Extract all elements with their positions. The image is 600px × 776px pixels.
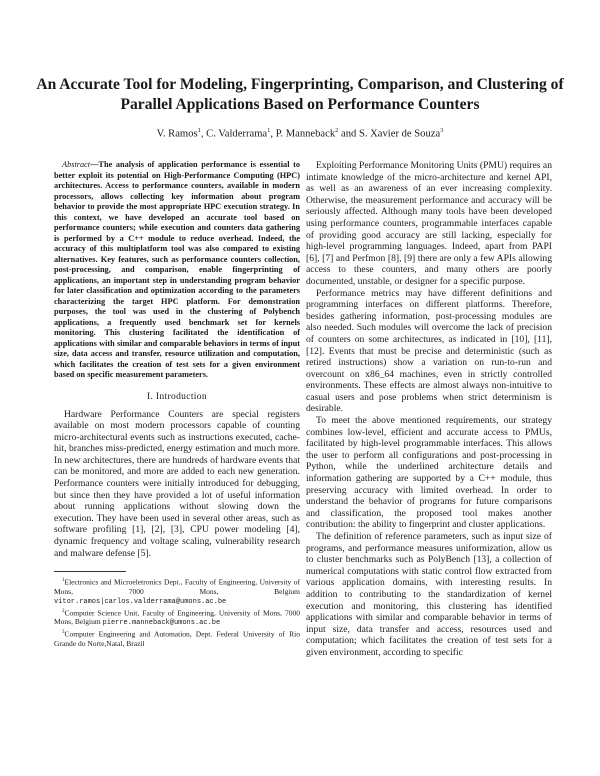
footnote-mark: 2 <box>62 608 65 614</box>
footnote-text: Computer Science Unit, Faculty of Engineering, University of Mons, 7000 Mons, Belgium <box>54 608 300 627</box>
right-column <box>306 160 552 659</box>
abstract-text: —The analysis of application performance is essential to better exploit its potential on High-Performance Computing (HPC) architectures. Access to performance counters, available in modern processors, allows collecting key information about program behavior to provide the most appropriate HPC execution strategy. In this context, we have developed an accurate tool based on performance counters; while execution and counters data gathering is performed by a C++ module to reduce overhead. Indeed, the accuracy of this multiplatform tool was also compared to existing alternatives. Key features, such as performance counters collection, post-processing, and comparison, enable fingerprinting of applications, an important step in understanding program behavior for later classification and optimization according to the parameters characterizing the target HPC platform. For demonstration purposes, the tool was used in the clustering of Polybench applications, a frequently used benchmark set for kernels monitoring. This clustering facilitated the identification of applications with similar and comparable behaviors in terms of input size, data access and transfer, resource utilization and computation, which facilitates the creation of test sets for a given environment based on specific measurement parameters. <box>54 160 300 379</box>
author-affiliation-mark: 3 <box>440 127 444 134</box>
abstract-label: Abstract <box>62 160 91 169</box>
footnote <box>54 576 300 607</box>
author-affiliation-mark: 1 <box>197 127 201 134</box>
author-affiliation-mark: 2 <box>335 127 339 134</box>
section-heading-introduction: I. Introduction <box>147 390 207 402</box>
author-list: V. Ramos$^1$, C. Valderrama$^1$, P. Manneback$^2$ and S. Xavier de Souza$^3$ <box>156 127 444 140</box>
footnote-text: Computer Engineering and Automation, Dept. Federal University of Rio Grande do Norte,Natal, Brazil <box>54 629 300 648</box>
footnote <box>54 628 300 648</box>
author-name: V. Ramos <box>156 128 198 140</box>
author-name: P. Manneback <box>275 128 336 140</box>
footnote-mark: 1 <box>62 578 65 584</box>
intro-paragraph: Hardware Performance Counters are special registers available on most modern processors capable of counting micro-architectural events such as instructions executed, cache-hit, branches miss-predicted, energy estimation and much more. In new architectures, there are hundreds of hardware events that can be monitored, and more are added to each new generation. Performance counters were initially introduced for debugging, but since then they have provided a lot of useful information about running applications without slowing down the execution. They have been used in several other areas, such as software profiling [1], [2], [3], CPU power modeling [4], dynamic frequency and voltage scaling, vulnerability research and malware defense [5]. <box>54 408 300 559</box>
author-affiliation-mark: 1 <box>267 127 271 134</box>
footnote-email: vitor.ramos|carlos.valderrama@umons.ac.be <box>54 597 227 606</box>
body-paragraph: To meet the above mentioned requirements, our strategy combines low-level, efficient and accurate access to PMUs, facilitated by high-level programmable interfaces. This allows the user to perform all configurations and post-processing in Python, while the underlined architecture details and information gathering are supported by a C++ module, thus preserving accuracy with limited overhead. In order to understand the behavior of programs for future comparisons and classification, the proposed tool makes another contribution: the ability to fingerprint and cluster applications. <box>306 415 552 531</box>
author-name: S. Xavier de Souza <box>358 128 441 140</box>
footnote <box>54 607 300 629</box>
footnote-email: pierre.manneback@umons.ac.be <box>102 619 221 628</box>
footnote-rule <box>54 571 126 572</box>
body-paragraph: Performance metrics may have different definitions and programming interfaces on different platforms. Therefore, besides gathering information, post-processing modules are also needed. Such modules will overcome the lack of precision of counters on some architectures, as indicated in [10], [11], [12]. Events that must be precise and deterministic (such as retired instructions) show a variation on run-to-run and overcount on x86_64 machines, even in strictly controlled environments. These effects are almost always non-intuitive to casual users and pose problems when strict determinism is desirable. <box>306 287 552 415</box>
body-paragraph: The definition of reference parameters, such as input size of programs, and performance measures uniformization, allow us to cluster benchmarks such as PolyBench [13], a collection of numerical computations with static control flow extracted from various application domains, with interesting results. In addition to contributing to the standardization of kernel execution and monitoring, this clustering has identified applications with similar and comparable behavior in terms of input size, data transfer and access, resources used and computation; which facilitates the creation of test sets for a given environment, according to specific <box>306 531 552 658</box>
footnote-text: Electronics and Microeletronics Dept., Faculty of Engineering, University of Mons, 7000 Mons, Belgium <box>54 577 300 596</box>
abstract <box>54 160 300 381</box>
paper-title: An Accurate Tool for Modeling, Fingerprinting, Comparison, and Clustering of Parallel Applications Based on Performance Counters <box>36 76 564 113</box>
footnote-mark: 3 <box>62 630 65 636</box>
body-paragraph: Exploiting Performance Monitoring Units (PMU) requires an intimate knowledge of the micro-architecture and kernel API, as well as an awareness of an ever increasing complexity. Otherwise, the measurement performance and accuracy will be seriously affected. Although many tools have been developed using performance counters, programmable interfaces capable of providing good accuracy are still lacking, especially for high-level programming languages. Indeed, apart from PAPI [6], [7] and Perfmon [8], [9] there are only a few APIs allowing access to these counters, and many others are poorly documented, unstable, or designer for a specific purpose. <box>306 160 552 287</box>
author-name: C. Valderrama <box>206 128 268 140</box>
left-column <box>54 160 300 648</box>
